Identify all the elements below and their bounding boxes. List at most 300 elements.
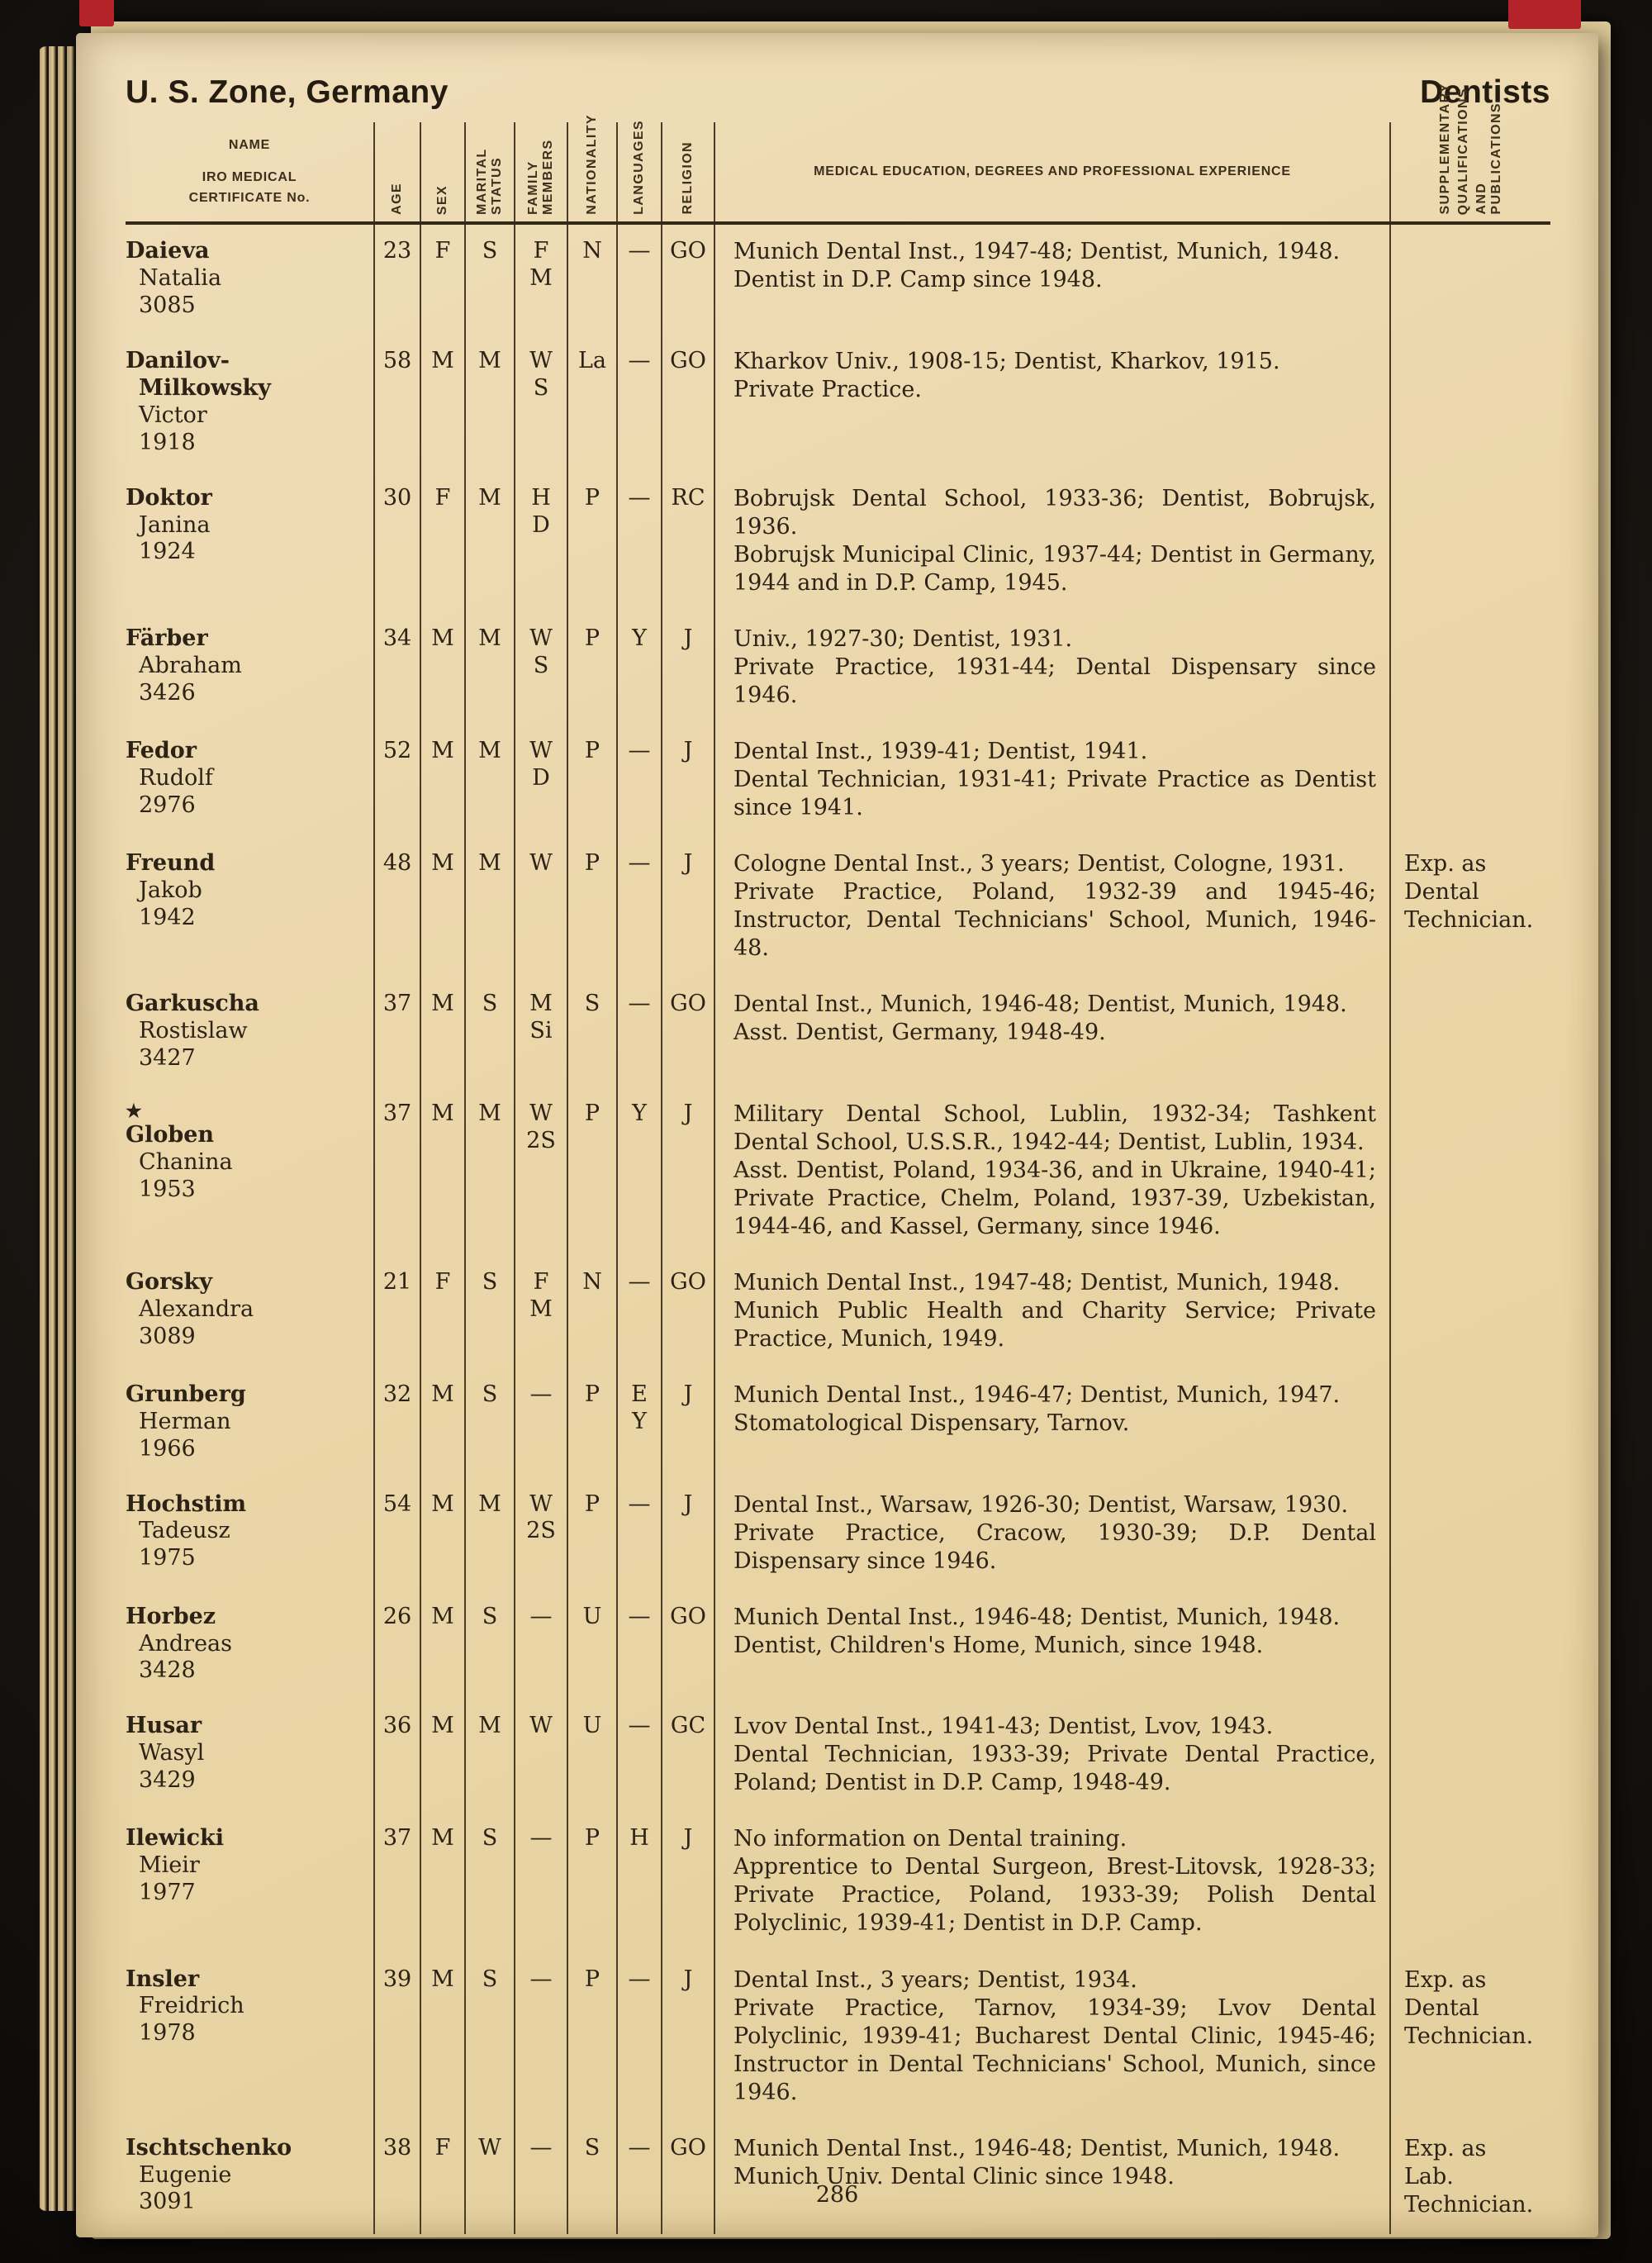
education-paragraph: Dentist, Children's Home, Munich, since 1948. bbox=[733, 1632, 1264, 1658]
table-row bbox=[126, 1812, 1550, 1952]
value-line: J bbox=[683, 1825, 693, 1852]
name-detail: Mieir bbox=[139, 1852, 200, 1879]
name-detail: Alexandra bbox=[139, 1296, 254, 1322]
education-paragraph: Dentist in D.P. Camp since 1948. bbox=[733, 267, 1103, 293]
age-cell bbox=[373, 1812, 420, 1952]
value-line: P bbox=[584, 625, 601, 651]
table-row bbox=[126, 725, 1550, 837]
value-line: GO bbox=[670, 2134, 706, 2161]
value-line: F bbox=[533, 238, 549, 264]
table-row bbox=[126, 1087, 1550, 1256]
name-cell bbox=[126, 335, 373, 472]
education-cell bbox=[714, 725, 1389, 837]
sex-cell bbox=[420, 1256, 464, 1368]
value-line: M bbox=[478, 625, 501, 651]
languages-cell bbox=[616, 977, 661, 1087]
religion-cell bbox=[661, 725, 714, 837]
value-line: W bbox=[529, 737, 553, 763]
supplementary-cell bbox=[1389, 977, 1550, 1087]
education-paragraph: Munich Dental Inst., 1947-48; Dentist, Munich, 1948. bbox=[733, 239, 1341, 264]
family-members-cell bbox=[514, 1087, 567, 1256]
name-detail: Freidrich bbox=[139, 1993, 244, 2019]
sex-cell bbox=[420, 1953, 464, 2122]
surname: Ischtschenko bbox=[126, 2134, 292, 2161]
value-line: 36 bbox=[382, 1713, 412, 1739]
value-line: 2S bbox=[526, 1518, 556, 1544]
value-line: — bbox=[628, 1966, 651, 1992]
table-row bbox=[126, 1953, 1550, 2122]
education-paragraph: Dental Technician, 1933-39; Private Dental Practice, Poland; Dentist in D.P. Camp, 1948-49. bbox=[733, 1742, 1376, 1796]
name-detail: 3426 bbox=[139, 679, 196, 706]
languages-cell bbox=[616, 612, 661, 725]
name-detail: 1977 bbox=[139, 1880, 196, 1906]
name-detail: 3085 bbox=[139, 292, 196, 318]
column-header-religion-label: RELIGION bbox=[681, 141, 695, 215]
surname: Gorsky bbox=[126, 1268, 212, 1295]
name-detail: Herman bbox=[139, 1408, 231, 1434]
name-detail: 2976 bbox=[139, 792, 196, 818]
column-header-age-label: AGE bbox=[390, 183, 404, 215]
surname: Doktor bbox=[126, 484, 212, 511]
value-line: M bbox=[529, 1296, 553, 1322]
value-line: Si bbox=[529, 1017, 553, 1044]
education-paragraph: Munich Dental Inst., 1946-48; Dentist, Munich, 1948. bbox=[733, 2135, 1341, 2161]
education-paragraph: Dental Inst., 3 years; Dentist, 1934. bbox=[733, 1966, 1137, 1993]
name-detail: 1953 bbox=[139, 1177, 196, 1203]
name-detail: Victor bbox=[139, 402, 207, 428]
sex-cell bbox=[420, 1368, 464, 1478]
value-line: N bbox=[582, 1268, 602, 1295]
education-cell bbox=[714, 1953, 1389, 2122]
religion-cell bbox=[661, 335, 714, 472]
surname: Fedor bbox=[126, 737, 197, 763]
religion-cell bbox=[661, 472, 714, 612]
education-paragraph: Dental Technician, 1931-41; Private Practice as Dentist since 1941. bbox=[733, 766, 1376, 820]
surname: Grunberg bbox=[126, 1381, 246, 1407]
family-members-cell bbox=[514, 977, 567, 1087]
value-line: La bbox=[577, 347, 607, 373]
value-line: 23 bbox=[382, 238, 412, 264]
nationality-cell bbox=[567, 1812, 616, 1952]
supplementary-cell bbox=[1389, 225, 1550, 335]
religion-cell bbox=[661, 977, 714, 1087]
value-line: M bbox=[431, 347, 454, 373]
sex-cell bbox=[420, 1812, 464, 1952]
education-paragraph: Bobrujsk Municipal Clinic, 1937-44; Dentist in Germany, 1944 and in D.P. Camp, 1945. bbox=[733, 541, 1376, 596]
value-line: P bbox=[584, 1381, 601, 1407]
value-line: M bbox=[529, 264, 553, 291]
value-line: 26 bbox=[382, 1603, 412, 1629]
column-header-family-members-label: FAMILY MEMBERS bbox=[526, 139, 555, 215]
surname: Freund bbox=[126, 849, 216, 876]
languages-cell bbox=[616, 225, 661, 335]
red-tab-left bbox=[79, 0, 114, 26]
name-cell bbox=[126, 725, 373, 837]
value-line: H bbox=[629, 1825, 649, 1852]
marital-status-cell bbox=[464, 2122, 514, 2234]
nationality-cell bbox=[567, 335, 616, 472]
supplementary-cell bbox=[1389, 1368, 1550, 1478]
value-line: M bbox=[478, 347, 501, 373]
education-paragraph: Private Practice, Poland, 1932-39 and 1945-46; Instructor, Dental Technicians' School, Munich, 1946-48. bbox=[733, 878, 1376, 961]
surname: Husar bbox=[126, 1713, 202, 1739]
name-cell bbox=[126, 977, 373, 1087]
table-row bbox=[126, 1256, 1550, 1368]
table-row bbox=[126, 612, 1550, 725]
name-detail: Rostislaw bbox=[139, 1017, 248, 1044]
marital-status-cell bbox=[464, 837, 514, 977]
languages-cell bbox=[616, 1256, 661, 1368]
education-cell bbox=[714, 1812, 1389, 1952]
value-line: — bbox=[628, 238, 651, 264]
value-line: W bbox=[529, 625, 553, 651]
value-line: J bbox=[683, 737, 693, 763]
value-line: H bbox=[531, 484, 551, 511]
name-cell bbox=[126, 225, 373, 335]
name-detail: Abraham bbox=[139, 652, 242, 678]
value-line: 2S bbox=[526, 1127, 556, 1153]
education-paragraph: Military Dental School, Lublin, 1932-34; Tashkent Dental School, U.S.S.R., 1942-44; Dentist, Lublin, 1934. bbox=[733, 1101, 1376, 1155]
column-header-name-line: NAME bbox=[228, 138, 271, 152]
supplementary-line: Lab. bbox=[1404, 2163, 1454, 2189]
red-tab-right bbox=[1508, 0, 1581, 29]
value-line: — bbox=[628, 1268, 651, 1295]
value-line: S bbox=[482, 1268, 498, 1295]
value-line: — bbox=[628, 484, 651, 511]
name-detail: Rudolf bbox=[139, 764, 213, 791]
religion-cell bbox=[661, 1953, 714, 2122]
page-title-right: Dentists bbox=[1420, 74, 1550, 110]
value-line: M bbox=[478, 1100, 501, 1126]
education-paragraph: Dental Inst., Munich, 1946-48; Dentist, Munich, 1948. bbox=[733, 991, 1347, 1017]
education-cell bbox=[714, 1590, 1389, 1700]
nationality-cell bbox=[567, 1087, 616, 1256]
column-header-supplementary-line: AND PUBLICATIONS bbox=[1474, 102, 1503, 215]
nationality-cell bbox=[567, 725, 616, 837]
education-cell bbox=[714, 977, 1389, 1087]
religion-cell bbox=[661, 612, 714, 725]
family-members-cell bbox=[514, 1256, 567, 1368]
value-line: M bbox=[478, 484, 501, 511]
value-line: S bbox=[584, 2134, 601, 2161]
religion-cell bbox=[661, 1368, 714, 1478]
nationality-cell bbox=[567, 1478, 616, 1590]
nationality-cell bbox=[567, 1256, 616, 1368]
value-line: — bbox=[628, 1490, 651, 1517]
page-number: 286 bbox=[815, 2182, 859, 2208]
value-line: Y bbox=[632, 625, 647, 651]
marital-status-cell bbox=[464, 1812, 514, 1952]
column-header-education bbox=[714, 122, 1389, 221]
supplementary-cell bbox=[1389, 335, 1550, 472]
value-line: 34 bbox=[382, 625, 412, 651]
education-paragraph: Stomatological Dispensary, Tarnov. bbox=[733, 1410, 1130, 1436]
education-cell bbox=[714, 1700, 1389, 1812]
supplementary-line: Dental bbox=[1404, 1994, 1479, 2021]
value-line: GO bbox=[670, 347, 706, 373]
religion-cell bbox=[661, 1590, 714, 1700]
name-detail: 3429 bbox=[139, 1767, 196, 1794]
value-line: 38 bbox=[382, 2134, 412, 2161]
marital-status-cell bbox=[464, 725, 514, 837]
supplementary-line: Exp. as bbox=[1404, 850, 1487, 877]
family-members-cell bbox=[514, 1700, 567, 1812]
education-paragraph: Kharkov Univ., 1908-15; Dentist, Kharkov, 1915. bbox=[733, 348, 1280, 374]
table-row bbox=[126, 837, 1550, 977]
value-line: — bbox=[529, 1825, 553, 1852]
value-line: J bbox=[683, 625, 693, 651]
value-line: M bbox=[431, 990, 454, 1016]
religion-cell bbox=[661, 1812, 714, 1952]
nationality-cell bbox=[567, 1590, 616, 1700]
value-line: 21 bbox=[382, 1268, 412, 1295]
name-detail: 1966 bbox=[139, 1435, 196, 1462]
supplementary-cell bbox=[1389, 837, 1550, 977]
table-row bbox=[126, 472, 1550, 612]
supplementary-cell bbox=[1389, 1700, 1550, 1812]
value-line: P bbox=[584, 1100, 601, 1126]
age-cell bbox=[373, 1953, 420, 2122]
name-cell bbox=[126, 1590, 373, 1700]
religion-cell bbox=[661, 837, 714, 977]
name-detail: Natalia bbox=[139, 264, 222, 291]
value-line: 37 bbox=[382, 990, 412, 1016]
surname: Garkuscha bbox=[126, 990, 259, 1016]
education-cell bbox=[714, 1368, 1389, 1478]
value-line: M bbox=[431, 1100, 454, 1126]
value-line: 48 bbox=[382, 849, 412, 876]
languages-cell bbox=[616, 335, 661, 472]
age-cell bbox=[373, 1368, 420, 1478]
value-line: J bbox=[683, 1100, 693, 1126]
value-line: J bbox=[683, 849, 693, 876]
page-title-left: U. S. Zone, Germany bbox=[126, 74, 449, 110]
value-line: M bbox=[431, 625, 454, 651]
languages-cell bbox=[616, 725, 661, 837]
nationality-cell bbox=[567, 837, 616, 977]
sex-cell bbox=[420, 472, 464, 612]
nationality-cell bbox=[567, 2122, 616, 2234]
age-cell bbox=[373, 1478, 420, 1590]
supplementary-cell bbox=[1389, 725, 1550, 837]
star-icon: ★ bbox=[126, 1100, 142, 1122]
value-line: 37 bbox=[382, 1100, 412, 1126]
supplementary-line: Dental bbox=[1404, 878, 1479, 905]
age-cell bbox=[373, 335, 420, 472]
value-line: J bbox=[683, 1966, 693, 1992]
religion-cell bbox=[661, 225, 714, 335]
education-cell bbox=[714, 1087, 1389, 1256]
family-members-cell bbox=[514, 2122, 567, 2234]
value-line: F bbox=[434, 238, 451, 264]
family-members-cell bbox=[514, 1812, 567, 1952]
family-members-cell bbox=[514, 1368, 567, 1478]
family-members-cell bbox=[514, 1590, 567, 1700]
value-line: — bbox=[628, 2134, 651, 2161]
age-cell bbox=[373, 1700, 420, 1812]
value-line: S bbox=[482, 1603, 498, 1629]
supplementary-cell bbox=[1389, 1812, 1550, 1952]
table-row bbox=[126, 1478, 1550, 1590]
languages-cell bbox=[616, 1953, 661, 2122]
surname: Färber bbox=[126, 625, 208, 651]
marital-status-cell bbox=[464, 335, 514, 472]
supplementary-cell bbox=[1389, 1256, 1550, 1368]
value-line: — bbox=[628, 737, 651, 763]
column-header-religion bbox=[661, 122, 714, 221]
name-cell bbox=[126, 1256, 373, 1368]
value-line: M bbox=[478, 849, 501, 876]
value-line: M bbox=[478, 1713, 501, 1739]
value-line: — bbox=[628, 347, 651, 373]
name-detail: 3089 bbox=[139, 1323, 196, 1349]
column-header-marital-status bbox=[464, 122, 514, 221]
value-line: S bbox=[533, 374, 549, 401]
value-line: M bbox=[431, 1966, 454, 1992]
value-line: S bbox=[482, 1381, 498, 1407]
value-line: P bbox=[584, 1825, 601, 1852]
table-body bbox=[126, 225, 1550, 2234]
name-cell bbox=[126, 1368, 373, 1478]
religion-cell bbox=[661, 1700, 714, 1812]
sex-cell bbox=[420, 1590, 464, 1700]
education-paragraph: Lvov Dental Inst., 1941-43; Dentist, Lvov, 1943. bbox=[733, 1714, 1274, 1740]
value-line: W bbox=[529, 1490, 553, 1517]
column-header-supplementary-line: SUPPLEMENTARY bbox=[1437, 83, 1452, 215]
education-paragraph: Private Practice, Cracow, 1930-39; D.P. Dental Dispensary since 1946. bbox=[733, 1519, 1376, 1574]
age-cell bbox=[373, 1590, 420, 1700]
value-line: S bbox=[482, 1966, 498, 1992]
languages-cell bbox=[616, 1700, 661, 1812]
supplementary-cell bbox=[1389, 472, 1550, 612]
name-detail: Tadeusz bbox=[139, 1518, 230, 1544]
value-line: M bbox=[431, 849, 454, 876]
family-members-cell bbox=[514, 1953, 567, 2122]
value-line: U bbox=[582, 1603, 602, 1629]
family-members-cell bbox=[514, 1478, 567, 1590]
marital-status-cell bbox=[464, 472, 514, 612]
age-cell bbox=[373, 612, 420, 725]
value-line: J bbox=[683, 1490, 693, 1517]
table-row bbox=[126, 2122, 1550, 2234]
name-detail: Andreas bbox=[139, 1630, 233, 1657]
value-line: — bbox=[628, 849, 651, 876]
value-line: F bbox=[533, 1268, 549, 1295]
value-line: Y bbox=[632, 1408, 647, 1434]
name-cell bbox=[126, 1953, 373, 2122]
languages-cell bbox=[616, 1812, 661, 1952]
name-cell bbox=[126, 1812, 373, 1952]
value-line: GO bbox=[670, 1603, 706, 1629]
sex-cell bbox=[420, 1478, 464, 1590]
column-header-family-members bbox=[514, 122, 567, 221]
supplementary-line: Technician. bbox=[1404, 906, 1534, 933]
value-line: S bbox=[482, 238, 498, 264]
supplementary-line: Exp. as bbox=[1404, 2135, 1487, 2161]
column-header-name-line: CERTIFICATE No. bbox=[188, 190, 311, 205]
name-cell bbox=[126, 837, 373, 977]
value-line: S bbox=[482, 1825, 498, 1852]
value-line: W bbox=[478, 2134, 501, 2161]
supplementary-line: Exp. as bbox=[1404, 1966, 1487, 1993]
value-line: — bbox=[628, 990, 651, 1016]
surname: Ilewicki bbox=[126, 1825, 224, 1852]
age-cell bbox=[373, 225, 420, 335]
religion-cell bbox=[661, 2122, 714, 2234]
value-line: J bbox=[683, 1381, 693, 1407]
nationality-cell bbox=[567, 977, 616, 1087]
education-paragraph: Munich Dental Inst., 1947-48; Dentist, Munich, 1948. bbox=[733, 1269, 1341, 1296]
education-paragraph: Asst. Dentist, Germany, 1948-49. bbox=[733, 1019, 1106, 1045]
value-line: U bbox=[582, 1713, 602, 1739]
languages-cell bbox=[616, 1590, 661, 1700]
sex-cell bbox=[420, 837, 464, 977]
education-cell bbox=[714, 837, 1389, 977]
marital-status-cell bbox=[464, 1700, 514, 1812]
column-header-name bbox=[126, 122, 373, 221]
surname: Daieva bbox=[126, 238, 210, 264]
column-header-sex-label: SEX bbox=[435, 184, 449, 215]
marital-status-cell bbox=[464, 1087, 514, 1256]
name-detail: 3427 bbox=[139, 1044, 196, 1071]
family-members-cell bbox=[514, 225, 567, 335]
surname: Horbez bbox=[126, 1603, 216, 1629]
name-cell bbox=[126, 472, 373, 612]
column-header-name-line: IRO MEDICAL bbox=[202, 169, 297, 184]
nationality-cell bbox=[567, 225, 616, 335]
value-line: — bbox=[529, 2134, 553, 2161]
age-cell bbox=[373, 472, 420, 612]
education-cell bbox=[714, 335, 1389, 472]
marital-status-cell bbox=[464, 1478, 514, 1590]
languages-cell bbox=[616, 472, 661, 612]
value-line: P bbox=[584, 484, 601, 511]
family-members-cell bbox=[514, 335, 567, 472]
supplementary-cell bbox=[1389, 612, 1550, 725]
nationality-cell bbox=[567, 1953, 616, 2122]
education-paragraph: Cologne Dental Inst., 3 years; Dentist, Cologne, 1931. bbox=[733, 850, 1345, 877]
name-cell bbox=[126, 1087, 373, 1256]
name-detail: Wasyl bbox=[139, 1740, 205, 1766]
sex-cell bbox=[420, 1087, 464, 1256]
column-header-sex bbox=[420, 122, 464, 221]
languages-cell bbox=[616, 837, 661, 977]
value-line: 37 bbox=[382, 1825, 412, 1852]
name-cell bbox=[126, 1700, 373, 1812]
marital-status-cell bbox=[464, 1590, 514, 1700]
education-cell bbox=[714, 612, 1389, 725]
value-line: M bbox=[478, 1490, 501, 1517]
column-header-languages bbox=[616, 122, 661, 221]
religion-cell bbox=[661, 1478, 714, 1590]
education-paragraph: Private Practice. bbox=[733, 376, 922, 402]
nationality-cell bbox=[567, 1368, 616, 1478]
surname: Hochstim bbox=[126, 1490, 247, 1517]
value-line: E bbox=[631, 1381, 648, 1407]
value-line: M bbox=[431, 1603, 454, 1629]
page-header bbox=[126, 74, 1550, 111]
column-header-age bbox=[373, 122, 420, 221]
value-line: M bbox=[431, 1825, 454, 1852]
marital-status-cell bbox=[464, 225, 514, 335]
value-line: RC bbox=[671, 484, 705, 511]
value-line: W bbox=[529, 1100, 553, 1126]
value-line: P bbox=[584, 1966, 601, 1992]
value-line: S bbox=[482, 990, 498, 1016]
value-line: F bbox=[434, 484, 451, 511]
name-detail: 3091 bbox=[139, 2189, 196, 2215]
religion-cell bbox=[661, 1256, 714, 1368]
